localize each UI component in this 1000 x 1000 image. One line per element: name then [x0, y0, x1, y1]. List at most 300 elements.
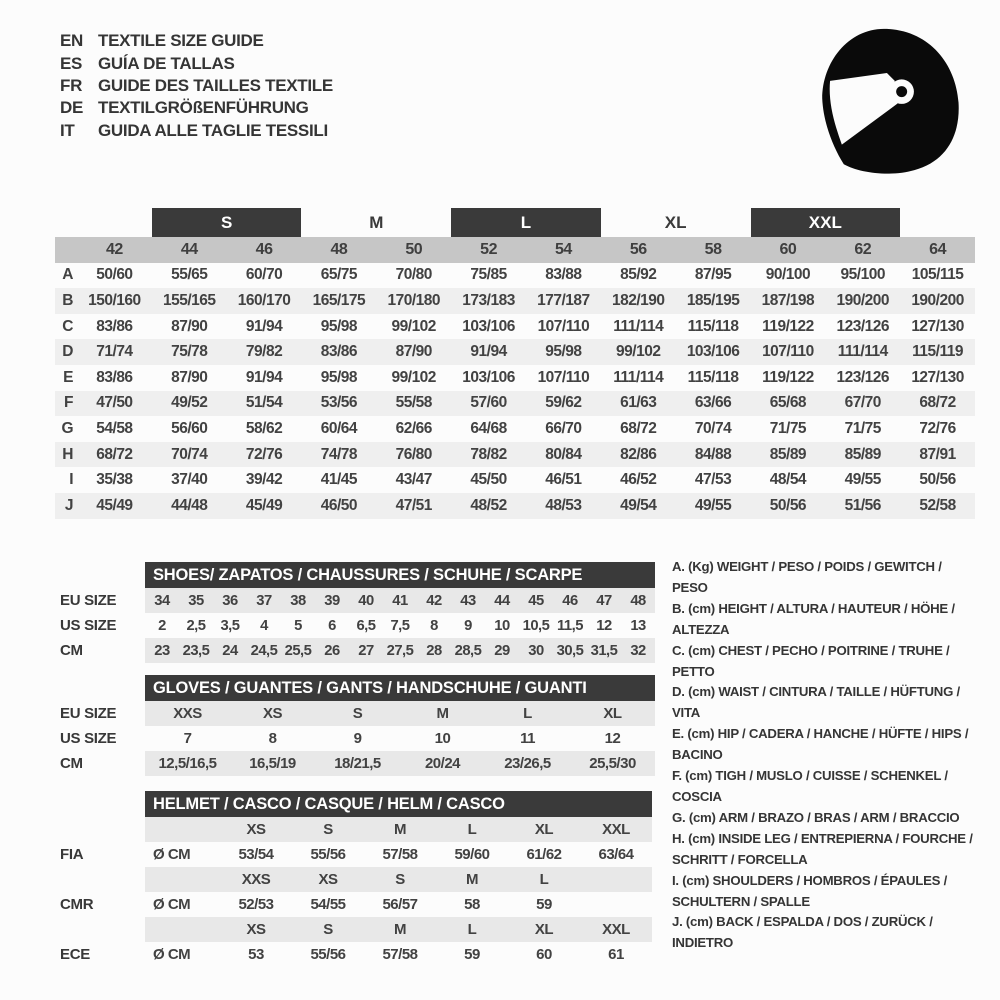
row-label: F	[55, 391, 77, 417]
shoes-cell: 2	[158, 617, 166, 634]
size-cell: 187/198	[751, 288, 826, 314]
shoes-cell: 6,5	[356, 617, 376, 634]
size-cell: 111/114	[613, 317, 664, 335]
row-label: US SIZE	[60, 730, 117, 747]
standard-label: FIA	[60, 846, 84, 863]
shoes-cell: 9	[464, 617, 472, 634]
size-cell: 87/90	[171, 368, 208, 386]
size-cell: 160/170	[227, 288, 302, 314]
size-cell: 155/165	[152, 288, 227, 314]
size-header-xl: XL	[664, 212, 687, 232]
helmet-cell: 61/62	[526, 846, 562, 863]
size-cell: 61/63	[601, 391, 676, 417]
size-cell: 45/49	[77, 493, 152, 519]
size-cell: 127/130	[911, 368, 964, 386]
measurement-row-d	[55, 339, 975, 365]
textile-size-table	[55, 208, 975, 519]
standard-label: CMR	[60, 896, 94, 913]
shoes-cell: 44	[485, 588, 519, 613]
size-cell: 95/100	[840, 266, 885, 284]
gloves-row	[30, 751, 655, 776]
shoes-cell: 29	[485, 638, 519, 663]
size-cell: 91/94	[245, 368, 283, 386]
helmet-size: XXS	[220, 867, 292, 892]
gloves-cell: XL	[570, 701, 655, 726]
size-cell: 115/118	[687, 368, 739, 386]
numeric-size: 52	[451, 237, 526, 263]
shoes-cell: 38	[281, 588, 315, 613]
size-cell: 72/76	[919, 419, 956, 437]
row-label	[30, 867, 145, 892]
gloves-title-spacer	[30, 675, 145, 701]
helmet-size: XS	[292, 867, 364, 892]
shoes-cell: 45	[519, 588, 553, 613]
size-cell: 79/82	[227, 339, 302, 365]
numeric-size: 56	[601, 237, 676, 263]
standard-label: ECE	[60, 946, 90, 963]
size-cell: 107/110	[537, 317, 590, 335]
size-header-spacer	[55, 208, 152, 237]
size-cell: 115/119	[900, 339, 975, 365]
row-label: US SIZE	[60, 617, 117, 634]
size-header-m: M	[369, 212, 384, 232]
measurement-legend	[672, 557, 977, 954]
size-cell: 72/76	[227, 442, 302, 468]
size-cell: 78/82	[451, 442, 526, 468]
row-label: EU SIZE	[60, 705, 117, 722]
size-cell: 45/50	[470, 471, 507, 489]
language-code: DE	[60, 98, 84, 118]
numeric-size: 50	[376, 237, 451, 263]
helmet-size: XXL	[580, 817, 652, 842]
gloves-cell: 25,5/30	[570, 751, 655, 776]
size-cell: 57/60	[451, 391, 526, 417]
language-title: TEXTILGRÖßENFÜHRUNG	[98, 98, 309, 118]
gloves-cell: 11	[520, 730, 535, 747]
numeric-size: 44	[152, 237, 227, 263]
helmet-size: L	[508, 867, 580, 892]
legend-item: H. (cm) INSIDE LEG / ENTREPIERNA / FOURCHE / SCHRITT / FORCELLA	[672, 830, 973, 867]
size-cell: 165/175	[301, 288, 376, 314]
helmet-cell: 55/56	[310, 946, 346, 963]
shoes-cell: 24,5	[247, 638, 281, 663]
size-header-l: L	[451, 208, 601, 237]
language-item	[60, 75, 333, 97]
helmet-cell: 59	[464, 946, 480, 963]
size-cell: 46/52	[620, 471, 657, 489]
helmet-size: M	[364, 917, 436, 942]
shoes-row	[30, 638, 655, 663]
size-cell: 95/98	[320, 368, 358, 386]
legend-item: A. (Kg) WEIGHT / PESO / POIDS / GEWITCH / PESO	[672, 559, 942, 595]
helmet-size: S	[292, 917, 364, 942]
helmet-size: L	[436, 817, 508, 842]
size-cell: 103/106	[462, 317, 515, 335]
measurement-row-c	[55, 314, 975, 340]
size-cell: 103/106	[462, 368, 515, 386]
size-cell: 87/95	[694, 266, 732, 284]
helmet-size: XXL	[580, 917, 652, 942]
language-list	[60, 30, 333, 142]
size-cell: 46/51	[545, 471, 582, 489]
shoes-cell: 6	[328, 617, 336, 634]
measurement-row-a	[55, 263, 975, 289]
size-header-spacer	[900, 208, 975, 237]
size-cell: 39/42	[245, 471, 283, 489]
helmet-cell: 53	[248, 946, 264, 963]
shoes-cell: 27	[349, 638, 383, 663]
language-title: GUIDE DES TAILLES TEXTILE	[98, 75, 333, 95]
shoes-title-spacer	[30, 562, 145, 588]
size-cell: 99/102	[391, 317, 436, 335]
gloves-cell: S	[315, 701, 400, 726]
shoes-cell: 5	[294, 617, 302, 634]
gloves-cell: 8	[268, 730, 277, 747]
gloves-cell: XXS	[145, 701, 230, 726]
size-cell: 41/45	[320, 471, 358, 489]
size-cell: 111/114	[613, 368, 664, 386]
size-cell: 49/55	[676, 493, 751, 519]
helmet-size: XS	[220, 917, 292, 942]
shoes-row	[30, 588, 655, 613]
size-cell: 83/88	[545, 266, 582, 284]
language-item	[60, 120, 333, 142]
helmet-size: L	[436, 917, 508, 942]
size-cell: 111/114	[825, 339, 900, 365]
size-cell: 123/126	[836, 368, 889, 386]
shoes-cell: 30	[519, 638, 553, 663]
size-cell: 84/88	[676, 442, 751, 468]
size-cell: 87/90	[171, 317, 208, 335]
helmet-size: XL	[508, 917, 580, 942]
helmet-table	[30, 791, 652, 967]
size-cell: 85/89	[825, 442, 900, 468]
shoes-cell: 4	[260, 617, 268, 634]
numeric-size: 48	[301, 237, 376, 263]
helmet-size: XL	[508, 817, 580, 842]
language-item	[60, 30, 333, 52]
helmet-sizes-row-cmr	[30, 867, 652, 892]
size-cell: 37/40	[171, 471, 208, 489]
language-code: ES	[60, 53, 83, 73]
legend-item: J. (cm) BACK / ESPALDA / DOS / ZURÜCK / INDIETRO	[672, 914, 933, 951]
helmet-size: M	[364, 817, 436, 842]
size-cell: 182/190	[601, 288, 676, 314]
size-cell: 107/110	[537, 368, 590, 386]
size-cell: 173/183	[451, 288, 526, 314]
unit-spacer	[145, 817, 220, 842]
size-cell: 70/74	[694, 419, 732, 437]
size-cell: 68/72	[900, 391, 975, 417]
size-cell: 35/38	[96, 471, 133, 489]
shoes-cell: 2,5	[186, 617, 206, 634]
row-label: I	[69, 471, 73, 489]
size-cell: 107/110	[751, 339, 826, 365]
helmet-values-row-cmr	[30, 892, 652, 917]
gloves-row	[30, 701, 655, 726]
helmet-cell: 56/57	[382, 896, 418, 913]
size-cell: 127/130	[911, 317, 964, 335]
size-cell: 85/89	[751, 442, 826, 468]
shoes-cell: 48	[621, 588, 655, 613]
row-label	[30, 917, 145, 942]
helmet-size: S	[292, 817, 364, 842]
size-cell: 48/54	[769, 471, 807, 489]
helmet-cell: 57/58	[382, 846, 418, 863]
gloves-cell: 10	[434, 730, 451, 747]
size-cell: 56/60	[171, 419, 208, 437]
gloves-table	[30, 675, 655, 776]
size-cell: 70/80	[395, 266, 432, 284]
size-cell: 58/62	[245, 419, 283, 437]
shoes-cell: 28,5	[451, 638, 485, 663]
unit-spacer	[145, 867, 220, 892]
shoes-cell: 41	[383, 588, 417, 613]
shoes-cell: 43	[451, 588, 485, 613]
legend-item: B. (cm) HEIGHT / ALTURA / HAUTEUR / HÖHE / ALTEZZA	[672, 600, 955, 637]
size-cell: 90/100	[765, 266, 811, 284]
size-cell: 105/115	[911, 266, 964, 284]
legend-item: G. (cm) ARM / BRAZO / BRAS / ARM / BRACCIO	[672, 809, 960, 825]
helmet-cell: 57/58	[382, 946, 418, 963]
size-cell: 91/94	[245, 317, 283, 335]
size-cell: 51/56	[825, 493, 900, 519]
shoes-cell: 47	[587, 588, 621, 613]
shoes-cell: 24	[213, 638, 247, 663]
shoes-cell: 32	[621, 638, 655, 663]
size-cell: 65/68	[751, 391, 826, 417]
size-cell: 55/65	[171, 266, 208, 284]
helmet-cell: 54/55	[310, 896, 346, 913]
size-cell: 190/200	[825, 288, 900, 314]
numeric-size: 54	[526, 237, 601, 263]
legend-item: D. (cm) WAIST / CINTURA / TAILLE / HÜFTUNG / VITA	[672, 684, 960, 721]
gloves-cell: 9	[353, 730, 362, 747]
size-cell: 49/52	[152, 391, 227, 417]
shoes-title-row	[30, 562, 655, 588]
size-header-xxl: XXL	[751, 208, 901, 237]
row-label: J	[55, 493, 77, 519]
helmet-size: XS	[220, 817, 292, 842]
shoes-cell: 26	[315, 638, 349, 663]
size-cell: 49/54	[601, 493, 676, 519]
size-cell: 46/50	[301, 493, 376, 519]
size-cell: 95/98	[320, 317, 358, 335]
helmet-cell: 61	[608, 946, 624, 963]
row-label: D	[55, 339, 77, 365]
gloves-cell: 12	[604, 730, 621, 747]
measurement-row-g	[55, 416, 975, 442]
numeric-size: 42	[77, 237, 152, 263]
size-cell: 99/102	[601, 339, 676, 365]
shoes-cell: 30,5	[553, 638, 587, 663]
helmet-cell: 59/60	[454, 846, 490, 863]
helmet-title-row	[30, 791, 652, 817]
language-code: EN	[60, 31, 84, 51]
numeric-size: 60	[751, 237, 826, 263]
size-cell: 85/92	[620, 266, 657, 284]
size-cell: 83/86	[96, 317, 133, 335]
helmet-cell: 59	[536, 896, 552, 913]
size-cell: 67/70	[825, 391, 900, 417]
size-cell: 60/70	[245, 266, 283, 284]
measurement-row-h	[55, 442, 975, 468]
size-cell: 190/200	[900, 288, 975, 314]
size-cell: 50/56	[751, 493, 826, 519]
legend-item: F. (cm) TIGH / MUSLO / CUISSE / SCHENKEL / COSCIA	[672, 768, 948, 804]
helmet-size: S	[364, 867, 436, 892]
gloves-cell: 18/21,5	[315, 751, 400, 776]
size-cell: 99/102	[391, 368, 436, 386]
helmet-sizes-row-fia	[30, 817, 652, 842]
shoes-cell: 42	[417, 588, 451, 613]
size-cell: 62/66	[395, 419, 432, 437]
size-cell: 185/195	[676, 288, 751, 314]
size-cell: 75/78	[152, 339, 227, 365]
helmet-cell: 53/54	[238, 846, 274, 863]
size-cell: 50/60	[96, 266, 133, 284]
size-cell: 170/180	[376, 288, 451, 314]
band-spacer	[55, 237, 77, 263]
shoes-cell: 28	[417, 638, 451, 663]
unit-label: Ø CM	[153, 846, 191, 863]
helmet-title-spacer	[30, 791, 145, 817]
size-cell: 123/126	[836, 317, 889, 335]
shoes-cell: 23,5	[179, 638, 213, 663]
gloves-cell: 12,5/16,5	[145, 751, 230, 776]
size-cell: 52/58	[900, 493, 975, 519]
measurement-row-i	[55, 467, 975, 493]
size-cell: 82/86	[601, 442, 676, 468]
size-cell: 45/49	[227, 493, 302, 519]
gloves-title-row	[30, 675, 655, 701]
language-title: TEXTILE SIZE GUIDE	[98, 31, 264, 51]
row-label: E	[63, 368, 73, 386]
helmet-values-row-ece	[30, 942, 652, 967]
size-cell: 54/58	[96, 419, 133, 437]
gloves-title-bar: GLOVES / GUANTES / GANTS / HANDSCHUHE / GUANTI	[145, 675, 655, 701]
size-cell: 76/80	[376, 442, 451, 468]
row-label: H	[55, 442, 77, 468]
measurement-row-j	[55, 493, 975, 519]
size-cell: 53/56	[301, 391, 376, 417]
size-cell: 71/75	[844, 419, 881, 437]
shoes-cell: 13	[630, 617, 646, 634]
helmet-icon	[800, 24, 968, 176]
legend-item: C. (cm) CHEST / PECHO / POITRINE / TRUHE / PETTO	[672, 642, 950, 679]
size-cell: 66/70	[545, 419, 582, 437]
shoes-row	[30, 613, 655, 638]
size-cell: 119/122	[762, 317, 814, 335]
size-cell: 47/53	[694, 471, 732, 489]
language-code: IT	[60, 120, 75, 140]
size-cell: 48/53	[526, 493, 601, 519]
gloves-cell: 23/26,5	[485, 751, 570, 776]
size-cell: 95/98	[526, 339, 601, 365]
shoes-cell: 25,5	[281, 638, 315, 663]
shoes-cell: 3,5	[220, 617, 240, 634]
legend-item: I. (cm) SHOULDERS / HOMBROS / ÉPAULES / SCHULTERN / SPALLE	[672, 872, 948, 909]
size-cell: 74/78	[301, 442, 376, 468]
shoes-title-bar: SHOES/ ZAPATOS / CHAUSSURES / SCHUHE / SCARPE	[145, 562, 655, 588]
shoes-cell: 39	[315, 588, 349, 613]
size-cell: 51/54	[227, 391, 302, 417]
size-cell: 47/50	[77, 391, 152, 417]
size-cell: 50/56	[919, 471, 956, 489]
numeric-size: 64	[900, 237, 975, 263]
row-label	[30, 817, 145, 842]
helmet-cell	[580, 892, 652, 917]
shoes-cell: 12	[596, 617, 612, 634]
shoes-cell: 36	[213, 588, 247, 613]
language-item	[60, 97, 333, 119]
language-title: GUÍA DE TALLAS	[98, 53, 235, 73]
helmet-cell: 52/53	[238, 896, 274, 913]
row-label: CM	[60, 755, 83, 772]
size-cell: 44/48	[152, 493, 227, 519]
shoes-cell: 37	[247, 588, 281, 613]
shoes-cell: 7,5	[390, 617, 410, 634]
gloves-cell: 7	[183, 730, 192, 747]
shoes-cell: 34	[145, 588, 179, 613]
size-cell: 87/91	[900, 442, 975, 468]
size-cell: 60/64	[320, 419, 358, 437]
helmet-cell: 63/64	[598, 846, 634, 863]
size-cell: 71/74	[77, 339, 152, 365]
size-cell: 55/58	[376, 391, 451, 417]
helmet-values-row-fia	[30, 842, 652, 867]
size-cell: 49/55	[844, 471, 881, 489]
size-cell: 43/47	[395, 471, 432, 489]
size-cell: 70/74	[152, 442, 227, 468]
helmet-cell: 60	[536, 946, 552, 963]
numeric-size: 58	[676, 237, 751, 263]
gloves-row	[30, 726, 655, 751]
size-cell: 63/66	[676, 391, 751, 417]
helmet-title-bar: HELMET / CASCO / CASQUE / HELM / CASCO	[145, 791, 652, 817]
size-cell: 177/187	[526, 288, 601, 314]
row-label: C	[62, 317, 73, 335]
helmet-sizes-row-ece	[30, 917, 652, 942]
size-cell: 75/85	[470, 266, 507, 284]
size-cell: 150/160	[77, 288, 152, 314]
size-header-s: S	[152, 208, 302, 237]
size-cell: 91/94	[451, 339, 526, 365]
numeric-size: 46	[227, 237, 302, 263]
size-cell: 59/62	[526, 391, 601, 417]
gloves-cell: L	[485, 701, 570, 726]
language-code: FR	[60, 75, 83, 95]
size-cell: 80/84	[526, 442, 601, 468]
language-item	[60, 52, 333, 74]
row-label: A	[62, 266, 73, 284]
measurement-row-f	[55, 391, 975, 417]
shoes-cell: 40	[349, 588, 383, 613]
helmet-size	[580, 867, 652, 892]
shoes-table	[30, 562, 655, 663]
row-label: EU SIZE	[60, 592, 117, 609]
row-label: G	[61, 419, 73, 437]
gloves-cell: XS	[230, 701, 315, 726]
shoes-cell: 23	[145, 638, 179, 663]
helmet-cell: 58	[464, 896, 480, 913]
gloves-cell: 16,5/19	[230, 751, 315, 776]
gloves-cell: 20/24	[400, 751, 485, 776]
size-cell: 48/52	[451, 493, 526, 519]
size-header-row	[55, 208, 975, 237]
size-cell: 103/106	[676, 339, 751, 365]
size-cell: 115/118	[687, 317, 739, 335]
